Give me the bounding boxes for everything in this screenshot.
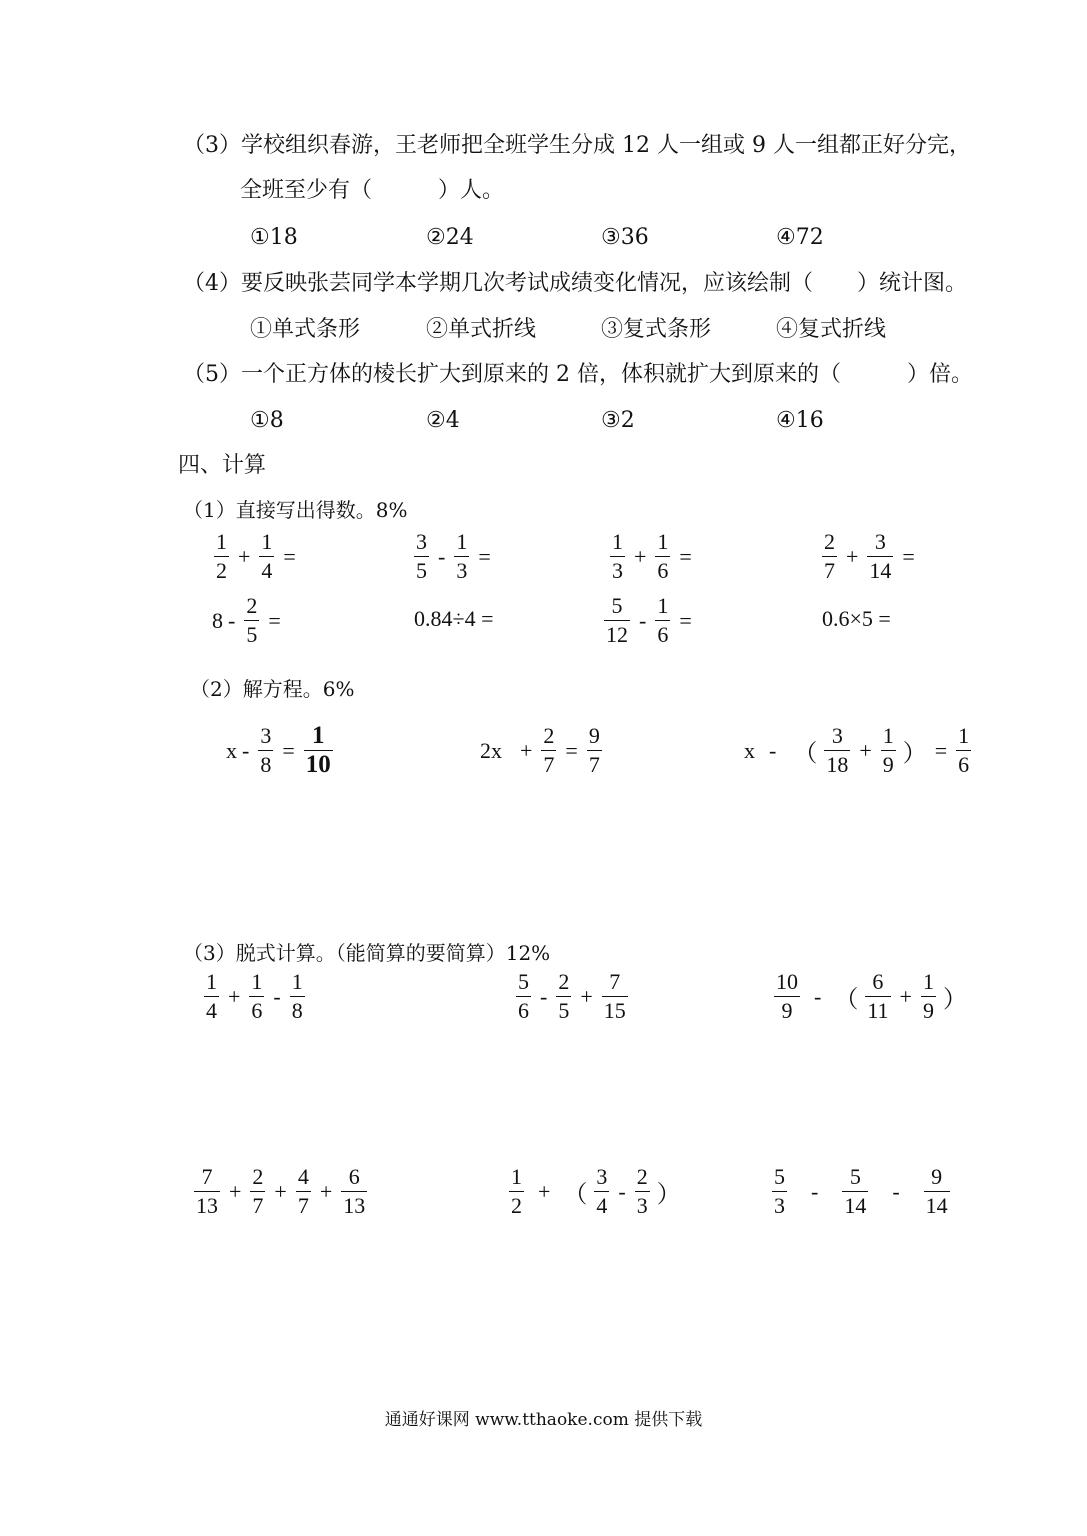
part2-heading: （2）解方程。6% xyxy=(190,677,355,701)
fraction: $\frac{1}{9}$ xyxy=(882,723,894,777)
fraction: $\frac{5}{3}$ xyxy=(774,1164,785,1218)
fraction: $\frac{3}{18}$ xyxy=(826,723,849,777)
q3-option-2: ②24 xyxy=(426,225,474,250)
stepwise-expr-1: $\frac{1}{4}$ + $\frac{1}{6}$ - $\frac{1}{8}$ xyxy=(206,969,303,1023)
fraction: $\frac{1}{4}$ xyxy=(206,969,217,1023)
fraction: $\frac{3}{5}$ xyxy=(416,529,427,583)
fraction: $\frac{7}{13}$ xyxy=(196,1164,218,1218)
q3-line2: 全班至少有（ ）人。 xyxy=(240,178,505,203)
stepwise-expr-6: $\frac{5}{3}$ - $\frac{5}{14}$ - $\frac{9}{14}$ xyxy=(774,1164,948,1218)
q4-option-4: ④复式折线 xyxy=(776,317,887,342)
fraction: $\frac{5}{6}$ xyxy=(518,969,529,1023)
direct-expr-6: 0.84÷4 = xyxy=(414,606,494,631)
fraction: $\frac{2}{7}$ xyxy=(252,1164,264,1218)
equation-1: x - $\frac{3}{8}$ = $\frac{1}{10}$ xyxy=(226,722,331,778)
stepwise-expr-3: $\frac{10}{9}$ - （ $\frac{6}{11}$ + $\frac{1}{9}$ ） xyxy=(776,969,967,1023)
q3-option-1: ①18 xyxy=(250,225,298,250)
fraction: $\frac{1}{9}$ xyxy=(922,969,934,1023)
q4-option-1: ①单式条形 xyxy=(250,317,361,342)
direct-expr-3: $\frac{1}{3}$ + $\frac{1}{6}$ = xyxy=(612,529,692,583)
fraction: $\frac{3}{8}$ xyxy=(260,723,272,777)
q5-option-1: ①8 xyxy=(250,408,284,433)
fraction: $\frac{9}{7}$ xyxy=(588,723,600,777)
stepwise-expr-5: $\frac{1}{2}$ + （ $\frac{3}{4}$ - $\frac{2}{3}$ ） xyxy=(511,1164,681,1218)
fraction: $\frac{6}{11}$ xyxy=(867,969,889,1023)
fraction: $\frac{3}{14}$ xyxy=(869,529,892,583)
direct-expr-2: $\frac{3}{5}$ - $\frac{1}{3}$ = xyxy=(416,529,491,583)
fraction: $\frac{5}{12}$ xyxy=(606,593,628,647)
fraction: $\frac{1}{6}$ xyxy=(958,723,970,777)
fraction: $\frac{7}{15}$ xyxy=(603,969,626,1023)
q5-option-4: ④16 xyxy=(776,408,824,433)
direct-expr-1: $\frac{1}{2}$ + $\frac{1}{4}$ = xyxy=(216,529,296,583)
q3-option-4: ④72 xyxy=(776,225,824,250)
fraction: $\frac{10}{9}$ xyxy=(776,969,798,1023)
direct-expr-8: 0.6×5 = xyxy=(822,606,891,631)
fraction: $\frac{2}{3}$ xyxy=(636,1164,648,1218)
fraction: $\frac{1}{8}$ xyxy=(291,969,303,1023)
direct-expr-5: 8 - $\frac{2}{5}$ = xyxy=(212,593,281,647)
equation-3: x - （ $\frac{3}{18}$ + $\frac{1}{9}$ ） = $\frac{1}{6}$ xyxy=(744,723,970,777)
fraction: $\frac{1}{2}$ xyxy=(216,529,227,583)
stepwise-expr-4: $\frac{7}{13}$ + $\frac{2}{7}$ + $\frac{4}{7}$ + $\frac{6}{13}$ xyxy=(196,1164,366,1218)
fraction: $\frac{9}{14}$ xyxy=(925,1164,948,1218)
fraction: $\frac{1}{3}$ xyxy=(612,529,623,583)
q3-line1: （3）学校组织春游，王老师把全班学生分成 12 人一组或 9 人一组都正好分完， xyxy=(183,133,971,158)
equation-2: 2x + $\frac{2}{7}$ = $\frac{9}{7}$ xyxy=(480,723,600,777)
footer-credit: 通通好课网 www.tthaoke.com 提供下载 xyxy=(384,1410,703,1430)
q4-option-3: ③复式条形 xyxy=(601,317,712,342)
fraction: $\frac{1}{3}$ xyxy=(456,529,468,583)
fraction: $\frac{1}{6}$ xyxy=(657,529,669,583)
stepwise-expr-2: $\frac{5}{6}$ - $\frac{2}{5}$ + $\frac{7}{15}$ xyxy=(518,969,626,1023)
fraction: $\frac{1}{4}$ xyxy=(261,529,273,583)
fraction: $\frac{2}{7}$ xyxy=(824,529,835,583)
fraction: $\frac{6}{13}$ xyxy=(343,1164,366,1218)
fraction: $\frac{4}{7}$ xyxy=(297,1164,309,1218)
q4-option-2: ②单式折线 xyxy=(426,317,537,342)
part3-heading: （3）脱式计算。（能简算的要简算）12% xyxy=(183,941,551,965)
q5-option-3: ③2 xyxy=(601,408,635,433)
q3-option-3: ③36 xyxy=(601,225,649,250)
fraction: $\frac{1}{10}$ xyxy=(305,722,331,778)
q5-option-2: ②4 xyxy=(426,408,460,433)
fraction: $\frac{1}{2}$ xyxy=(511,1164,522,1218)
section-4-title: 四、计算 xyxy=(178,453,267,478)
q5-line1: （5）一个正方体的棱长扩大到原来的 2 倍，体积就扩大到原来的（ ）倍。 xyxy=(183,362,973,387)
direct-expr-4: $\frac{2}{7}$ + $\frac{3}{14}$ = xyxy=(824,529,915,583)
fraction: $\frac{5}{14}$ xyxy=(844,1164,867,1218)
fraction: $\frac{1}{6}$ xyxy=(657,593,669,647)
fraction: $\frac{1}{6}$ xyxy=(251,969,263,1023)
fraction: $\frac{2}{5}$ xyxy=(246,593,258,647)
q4-line1: （4）要反映张芸同学本学期几次考试成绩变化情况，应该绘制（ ）统计图。 xyxy=(183,271,967,296)
part1-heading: （1）直接写出得数。8% xyxy=(183,498,408,522)
direct-expr-7: $\frac{5}{12}$ - $\frac{1}{6}$ = xyxy=(606,593,692,647)
fraction: $\frac{2}{5}$ xyxy=(558,969,570,1023)
fraction: $\frac{3}{4}$ xyxy=(596,1164,608,1218)
fraction: $\frac{2}{7}$ xyxy=(543,723,555,777)
